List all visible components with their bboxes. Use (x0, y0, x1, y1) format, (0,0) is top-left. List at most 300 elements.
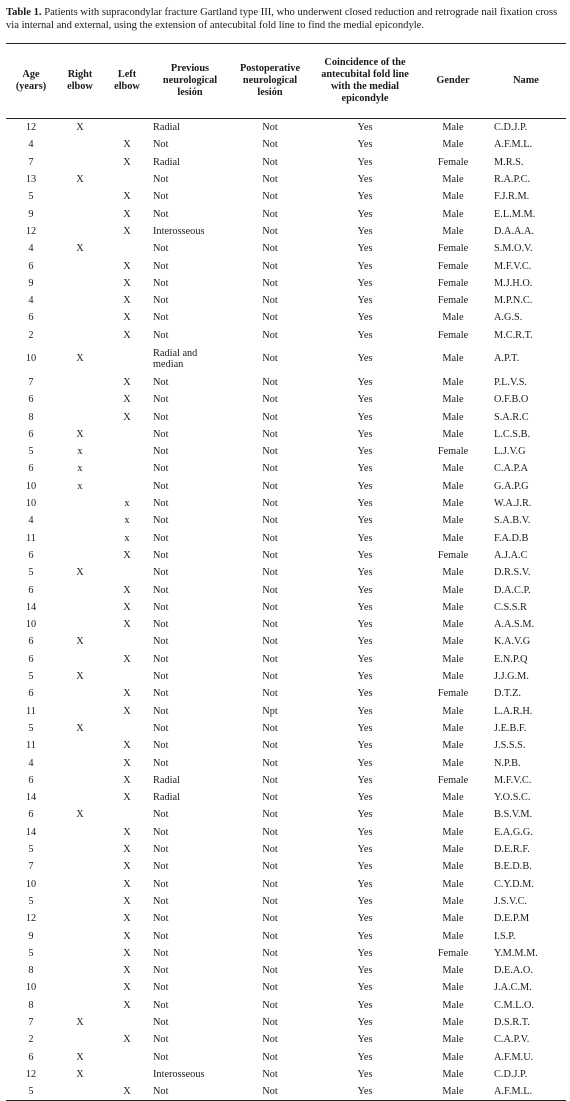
cell-left: X (123, 619, 131, 631)
cell-left: X (123, 312, 131, 324)
cell-age: 14 (25, 826, 37, 838)
cell-post: Not (262, 965, 278, 977)
cell-coin: Yes (357, 930, 373, 942)
cell-coin: Yes (357, 156, 373, 168)
column-header-post: Postoperative neurological lesión (230, 44, 310, 119)
cell-gender: Male (442, 757, 464, 769)
table-row (6, 426, 566, 443)
cell-gender: Female (437, 295, 469, 307)
table-row (6, 443, 566, 460)
cell-post: Not (262, 498, 278, 510)
cell-prev: Not (153, 277, 169, 289)
cell-post: Not (262, 208, 278, 220)
cell-coin: Yes (357, 999, 373, 1011)
cell-age: 9 (28, 277, 34, 289)
cell-post: Not (262, 260, 278, 272)
cell-gender: Male (442, 515, 464, 527)
cell-name: K.A.V.G (494, 636, 531, 648)
cell-post: Not (262, 377, 278, 388)
cell-right (56, 893, 104, 910)
cell-prev: Not (153, 498, 169, 510)
cell-prev: Not (153, 705, 169, 717)
table-body (6, 119, 566, 1101)
cell-right: X (76, 174, 84, 186)
cell-name: B.E.D.B. (494, 861, 532, 873)
cell-prev: Radial (153, 774, 180, 786)
cell-coin: Yes (357, 601, 373, 613)
cell-coin: Yes (357, 463, 373, 475)
cell-gender: Male (442, 394, 464, 406)
cell-left (104, 460, 150, 477)
cell-coin: Yes (357, 329, 373, 341)
cell-age: 2 (28, 329, 34, 341)
cell-right: X (76, 1051, 84, 1063)
table-row (6, 119, 566, 137)
cell-name: E.L.M.M. (494, 208, 536, 220)
patients-table (6, 43, 566, 1101)
table-row (6, 927, 566, 944)
cell-gender: Male (442, 826, 464, 838)
cell-post: Not (262, 861, 278, 873)
cell-post: Not (262, 878, 278, 890)
cell-left: x (124, 515, 130, 527)
cell-prev: Not (153, 446, 169, 458)
cell-left (104, 443, 150, 460)
table-row (6, 408, 566, 425)
cell-gender: Male (442, 428, 464, 440)
cell-name: C.A.P.V. (494, 1034, 530, 1046)
cell-left (104, 720, 150, 737)
cell-coin: Yes (357, 532, 373, 544)
cell-age: 7 (28, 377, 34, 388)
cell-gender: Male (442, 982, 464, 994)
cell-left: X (123, 653, 131, 665)
cell-age: 14 (25, 601, 37, 613)
cell-right (56, 1083, 104, 1101)
cell-gender: Male (420, 1083, 486, 1101)
cell-right (56, 257, 104, 274)
cell-left: X (123, 394, 131, 406)
cell-right (56, 858, 104, 875)
cell-prev: Not (153, 757, 169, 769)
cell-age: 6 (28, 774, 34, 786)
cell-left: x (124, 532, 130, 544)
cell-prev: Not (153, 930, 169, 942)
cell-name: C.S.S.R (494, 601, 527, 613)
cell-name: D.A.A.A. (494, 225, 535, 237)
cell-post: Not (262, 353, 278, 365)
cell-prev: Not (153, 619, 169, 631)
cell-post: Not (262, 1051, 278, 1063)
cell-name: F.A.D.B (494, 532, 529, 544)
cell-post: Not (262, 567, 278, 579)
cell-age: 8 (28, 411, 34, 423)
cell-coin: Yes (357, 428, 373, 440)
cell-right (56, 599, 104, 616)
cell-age: 9 (28, 930, 34, 942)
cell-left: X (123, 277, 131, 289)
table-row (6, 292, 566, 309)
cell-gender: Male (442, 208, 464, 220)
table-row (6, 1014, 566, 1031)
cell-coin: Yes (357, 446, 373, 458)
cell-coin: Yes (357, 878, 373, 890)
cell-prev: Not (153, 844, 169, 856)
cell-prev: Not (153, 295, 169, 307)
cell-right: X (76, 122, 84, 134)
cell-left: X (123, 260, 131, 272)
cell-right: X (76, 636, 84, 648)
table-row (6, 460, 566, 477)
table-row (6, 633, 566, 650)
cell-post: Not (262, 411, 278, 423)
column-header-name: Name (486, 44, 566, 119)
cell-coin: Yes (357, 653, 373, 665)
cell-name: O.F.B.O (494, 394, 529, 406)
table-row (6, 616, 566, 633)
cell-age: 4 (28, 515, 34, 527)
cell-prev: Not (153, 208, 169, 220)
table-row (6, 530, 566, 547)
cell-name: M.F.V.C. (494, 260, 532, 272)
cell-name: D.E.A.O. (494, 965, 533, 977)
table-row (6, 685, 566, 702)
cell-post: Not (262, 225, 278, 237)
cell-prev: Interosseous (153, 225, 205, 237)
table-row (6, 893, 566, 910)
table-number: Table 1. (6, 7, 42, 18)
cell-post: Not (262, 636, 278, 648)
cell-gender: Male (442, 705, 464, 717)
cell-gender: Female (437, 260, 469, 272)
cell-coin: Yes (357, 826, 373, 838)
cell-right (56, 530, 104, 547)
cell-right (56, 188, 104, 205)
column-header-left: Left elbow (104, 44, 150, 119)
cell-name: D.A.C.P. (494, 584, 531, 596)
cell-gender: Male (442, 878, 464, 890)
cell-left: X (123, 411, 131, 423)
cell-prev: Not (153, 826, 169, 838)
table-row (6, 240, 566, 257)
cell-prev: Not (153, 532, 169, 544)
cell-name: S.M.O.V. (494, 243, 533, 255)
table-row (6, 205, 566, 222)
cell-post: Not (262, 394, 278, 406)
cell-right (56, 292, 104, 309)
cell-age: 12 (25, 225, 37, 237)
table-row (6, 1048, 566, 1065)
cell-right (56, 512, 104, 529)
cell-post: Not (262, 1016, 278, 1028)
cell-coin: Yes (357, 498, 373, 510)
cell-coin: Yes (357, 947, 373, 959)
cell-age: 6 (28, 312, 34, 324)
cell-gender: Male (442, 740, 464, 752)
cell-coin: Yes (357, 312, 373, 324)
cell-right: X (76, 353, 84, 365)
cell-age: 5 (28, 671, 34, 683)
table-row (6, 599, 566, 616)
cell-name: L.A.R.H. (494, 705, 533, 717)
cell-post: Not (262, 156, 278, 168)
cell-left (104, 426, 150, 443)
cell-name: L.C.S.B. (494, 428, 531, 440)
cell-gender: Male (442, 861, 464, 873)
cell-prev: Not (153, 653, 169, 665)
cell-age: 6 (28, 809, 34, 821)
cell-post: Not (262, 532, 278, 544)
cell-name: A.J.A.C (494, 549, 528, 561)
cell-coin: Yes (357, 260, 373, 272)
table-row (6, 841, 566, 858)
cell-age: 12 (25, 122, 37, 134)
cell-prev: Interosseous (153, 1068, 205, 1080)
table-row (6, 564, 566, 581)
cell-gender: Male (442, 174, 464, 186)
cell-name: A.F.M.L. (494, 139, 533, 151)
cell-prev: Not (153, 1034, 169, 1046)
cell-right: X (76, 567, 84, 579)
cell-post: Not (262, 277, 278, 289)
cell-left (104, 564, 150, 581)
cell-age: 6 (28, 463, 34, 475)
cell-right (56, 391, 104, 408)
cell-post: Not (262, 122, 278, 134)
cell-age: 7 (28, 156, 34, 168)
cell-gender: Male (442, 792, 464, 804)
cell-name: L.J.V.G (494, 446, 526, 458)
cell-prev: Not (153, 567, 169, 579)
cell-left: X (104, 1083, 150, 1101)
cell-age: 5 (28, 722, 34, 734)
cell-age: 4 (28, 243, 34, 255)
cell-age: 5 (28, 567, 34, 579)
cell-right (56, 945, 104, 962)
cell-prev: Radial (153, 122, 180, 134)
cell-prev: Not (153, 722, 169, 734)
cell-coin: Yes (357, 774, 373, 786)
cell-right (56, 309, 104, 326)
cell-gender: Male (442, 601, 464, 613)
cell-prev: Not (153, 139, 169, 151)
cell-left: X (123, 156, 131, 168)
cell-post: Not (262, 1068, 278, 1080)
cell-left: X (123, 191, 131, 203)
cell-gender: Female (437, 446, 469, 458)
cell-age: 10 (25, 353, 37, 365)
cell-right (56, 408, 104, 425)
cell-name: C.A.P.A (494, 463, 529, 475)
cell-prev: Radial (153, 792, 180, 804)
cell-coin: Yes (357, 671, 373, 683)
table-row (6, 806, 566, 823)
cell-right: X (76, 722, 84, 734)
cell-left (104, 806, 150, 823)
cell-prev: Not (153, 982, 169, 994)
cell-gender: Male (442, 930, 464, 942)
cell-prev: Radial and median (153, 347, 198, 370)
cell-prev: Not (153, 428, 169, 440)
cell-coin: Yes (357, 1016, 373, 1028)
cell-prev: Not (153, 688, 169, 700)
cell-gender: Male (442, 191, 464, 203)
cell-post: Not (262, 601, 278, 613)
table-row (6, 391, 566, 408)
table-row (6, 171, 566, 188)
cell-age: 2 (28, 1034, 34, 1046)
cell-name: D.E.R.F. (494, 844, 530, 856)
cell-right: x (77, 480, 83, 492)
cell-name: A.G.S. (494, 312, 523, 324)
cell-coin: Yes (357, 636, 373, 648)
cell-right (56, 547, 104, 564)
cell-post: Not (262, 895, 278, 907)
cell-coin: Yes (357, 619, 373, 631)
cell-coin: Yes (357, 1034, 373, 1046)
cell-gender: Female (437, 947, 469, 959)
cell-post: Not (230, 1083, 310, 1101)
cell-left: X (123, 878, 131, 890)
cell-left: X (123, 740, 131, 752)
cell-age: 5 (28, 446, 34, 458)
cell-right (56, 737, 104, 754)
cell-name: C.D.J.P. (494, 1068, 528, 1080)
cell-left: X (123, 965, 131, 977)
cell-post: Not (262, 671, 278, 683)
cell-name: E.A.G.G. (494, 826, 533, 838)
cell-prev: Not (153, 1016, 169, 1028)
cell-coin: Yes (310, 1083, 420, 1101)
cell-left (104, 1066, 150, 1083)
cell-name: D.E.P.M (494, 913, 530, 925)
cell-name: J.A.C.M. (494, 982, 532, 994)
cell-age: 5 (28, 844, 34, 856)
table-row (6, 374, 566, 391)
cell-right (56, 616, 104, 633)
cell-name: Y.M.M.M. (494, 947, 538, 959)
cell-right (56, 1031, 104, 1048)
cell-left: X (123, 792, 131, 804)
cell-name: J.S.S.S. (494, 740, 526, 752)
cell-coin: Yes (357, 1068, 373, 1080)
table-row (6, 910, 566, 927)
cell-left (104, 171, 150, 188)
cell-left: X (123, 895, 131, 907)
cell-prev: Not (153, 312, 169, 324)
cell-prev: Not (153, 740, 169, 752)
cell-age: 10 (25, 619, 37, 631)
cell-gender: Male (442, 965, 464, 977)
cell-left: X (123, 826, 131, 838)
cell-prev: Not (153, 191, 169, 203)
cell-right: X (76, 243, 84, 255)
cell-age: 10 (25, 498, 37, 510)
cell-right (56, 754, 104, 771)
cell-right (56, 581, 104, 598)
cell-prev: Not (153, 895, 169, 907)
cell-gender: Female (437, 243, 469, 255)
column-header-right: Right elbow (56, 44, 104, 119)
cell-gender: Male (442, 809, 464, 821)
cell-left: X (123, 999, 131, 1011)
cell-prev: Not (153, 329, 169, 341)
cell-age: 6 (28, 260, 34, 272)
cell-name: C.D.J.P. (494, 122, 528, 134)
cell-post: Not (262, 740, 278, 752)
cell-left: X (123, 208, 131, 220)
cell-age: 12 (25, 1068, 37, 1080)
cell-post: Not (262, 844, 278, 856)
cell-age: 6 (28, 584, 34, 596)
cell-name: A.F.M.U. (494, 1051, 534, 1063)
column-header-age: Age (years) (6, 44, 56, 119)
cell-prev: Not (153, 480, 169, 492)
cell-gender: Male (442, 122, 464, 134)
cell-coin: Yes (357, 515, 373, 527)
table-row (6, 478, 566, 495)
cell-right (56, 327, 104, 344)
cell-name: S.A.B.V. (494, 515, 531, 527)
table-row (6, 495, 566, 512)
cell-coin: Yes (357, 411, 373, 423)
cell-right (56, 997, 104, 1014)
cell-age: 4 (28, 295, 34, 307)
cell-gender: Male (442, 844, 464, 856)
cell-name: M.P.N.C. (494, 295, 533, 307)
cell-post: Not (262, 584, 278, 596)
cell-age: 6 (28, 1051, 34, 1063)
cell-gender: Female (437, 277, 469, 289)
cell-post: Not (262, 329, 278, 341)
cell-left (104, 668, 150, 685)
table-row (6, 772, 566, 789)
cell-right (56, 875, 104, 892)
cell-right (56, 703, 104, 720)
cell-gender: Male (442, 463, 464, 475)
cell-right: x (77, 446, 83, 458)
cell-gender: Male (442, 913, 464, 925)
cell-left: X (123, 705, 131, 717)
cell-coin: Yes (357, 480, 373, 492)
cell-name: C.M.L.O. (494, 999, 535, 1011)
cell-gender: Male (442, 353, 464, 365)
cell-age: 11 (26, 740, 36, 752)
cell-right (56, 374, 104, 391)
cell-gender: Male (442, 653, 464, 665)
cell-prev: Not (153, 463, 169, 475)
cell-right (56, 223, 104, 240)
cell-coin: Yes (357, 225, 373, 237)
cell-post: Not (262, 792, 278, 804)
cell-age: 6 (28, 428, 34, 440)
cell-coin: Yes (357, 688, 373, 700)
cell-post: Not (262, 653, 278, 665)
cell-name: M.J.H.O. (494, 277, 533, 289)
cell-left: X (123, 377, 131, 388)
table-row (6, 997, 566, 1014)
cell-left: X (123, 688, 131, 700)
cell-age: 5 (28, 895, 34, 907)
cell-prev: Not (153, 377, 169, 388)
cell-left: X (123, 584, 131, 596)
cell-prev: Not (153, 999, 169, 1011)
cell-coin: Yes (357, 139, 373, 151)
cell-right (56, 205, 104, 222)
cell-left: X (123, 295, 131, 307)
cell-left: X (123, 947, 131, 959)
table-row (6, 789, 566, 806)
